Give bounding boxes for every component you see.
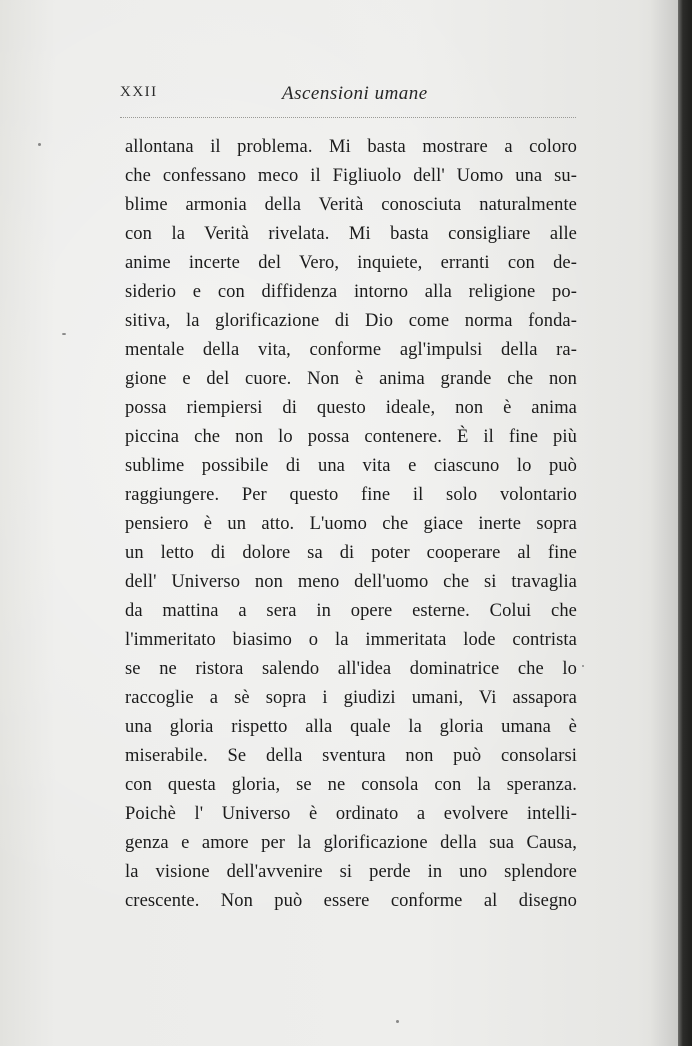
text-line: mentale della vita, conforme agl'impulsi della ra- bbox=[125, 340, 577, 360]
paper-speck bbox=[62, 333, 66, 335]
body-text bbox=[125, 133, 577, 916]
text-line: miserabile. Se della sventura non può consolarsi bbox=[125, 746, 577, 766]
paper-speck bbox=[38, 143, 41, 146]
text-line: Poichè l' Universo è ordinato a evolvere intelli- bbox=[125, 804, 577, 824]
text-line: anime incerte del Vero, inquiete, erranti con de- bbox=[125, 253, 577, 273]
header-divider bbox=[120, 117, 576, 118]
text-line: l'immeritato biasimo o la immeritata lode contrista bbox=[125, 630, 577, 650]
running-title: Ascensioni umane bbox=[282, 83, 428, 104]
text-line: raccoglie a sè sopra i giudizi umani, Vi assapora bbox=[125, 688, 577, 708]
paper-speck bbox=[396, 1020, 399, 1023]
text-line: genza e amore per la glorificazione della sua Causa, bbox=[125, 833, 577, 853]
text-line: una gloria rispetto alla quale la gloria umana è bbox=[125, 717, 577, 737]
text-line: con questa gloria, se ne consola con la speranza. bbox=[125, 775, 577, 795]
text-line: se ne ristora salendo all'idea dominatrice che lo bbox=[125, 659, 577, 679]
text-line: pensiero è un atto. L'uomo che giace inerte sopra bbox=[125, 514, 577, 534]
page-gutter-shadow bbox=[650, 0, 678, 1046]
text-line: piccina che non lo possa contenere. È il fine più bbox=[125, 427, 577, 447]
text-line: crescente. Non può essere conforme al disegno bbox=[125, 891, 577, 911]
text-line: la visione dell'avvenire si perde in uno splendore bbox=[125, 862, 577, 882]
text-line: possa riempiersi di questo ideale, non è anima bbox=[125, 398, 577, 418]
text-line: raggiungere. Per questo fine il solo volontario bbox=[125, 485, 577, 505]
text-line: sublime possibile di una vita e ciascuno lo può bbox=[125, 456, 577, 476]
text-line: con la Verità rivelata. Mi basta consigliare alle bbox=[125, 224, 577, 244]
text-line: che confessano meco il Figliuolo dell' Uomo una su- bbox=[125, 166, 577, 186]
text-line: dell' Universo non meno dell'uomo che si travaglia bbox=[125, 572, 577, 592]
text-line: un letto di dolore sa di poter cooperare al fine bbox=[125, 543, 577, 563]
book-binding-edge bbox=[678, 0, 692, 1046]
text-line: sitiva, la glorificazione di Dio come norma fonda- bbox=[125, 311, 577, 331]
text-line: siderio e con diffidenza intorno alla religione po- bbox=[125, 282, 577, 302]
page-header bbox=[120, 84, 572, 114]
text-line: da mattina a sera in opere esterne. Colui che bbox=[125, 601, 577, 621]
text-line: blime armonia della Verità conosciuta naturalmente bbox=[125, 195, 577, 215]
text-line: gione e del cuore. Non è anima grande che non bbox=[125, 369, 577, 389]
page-number: XXII bbox=[120, 84, 158, 100]
paper-speck bbox=[582, 665, 584, 667]
text-line: allontana il problema. Mi basta mostrare a coloro bbox=[125, 137, 577, 157]
